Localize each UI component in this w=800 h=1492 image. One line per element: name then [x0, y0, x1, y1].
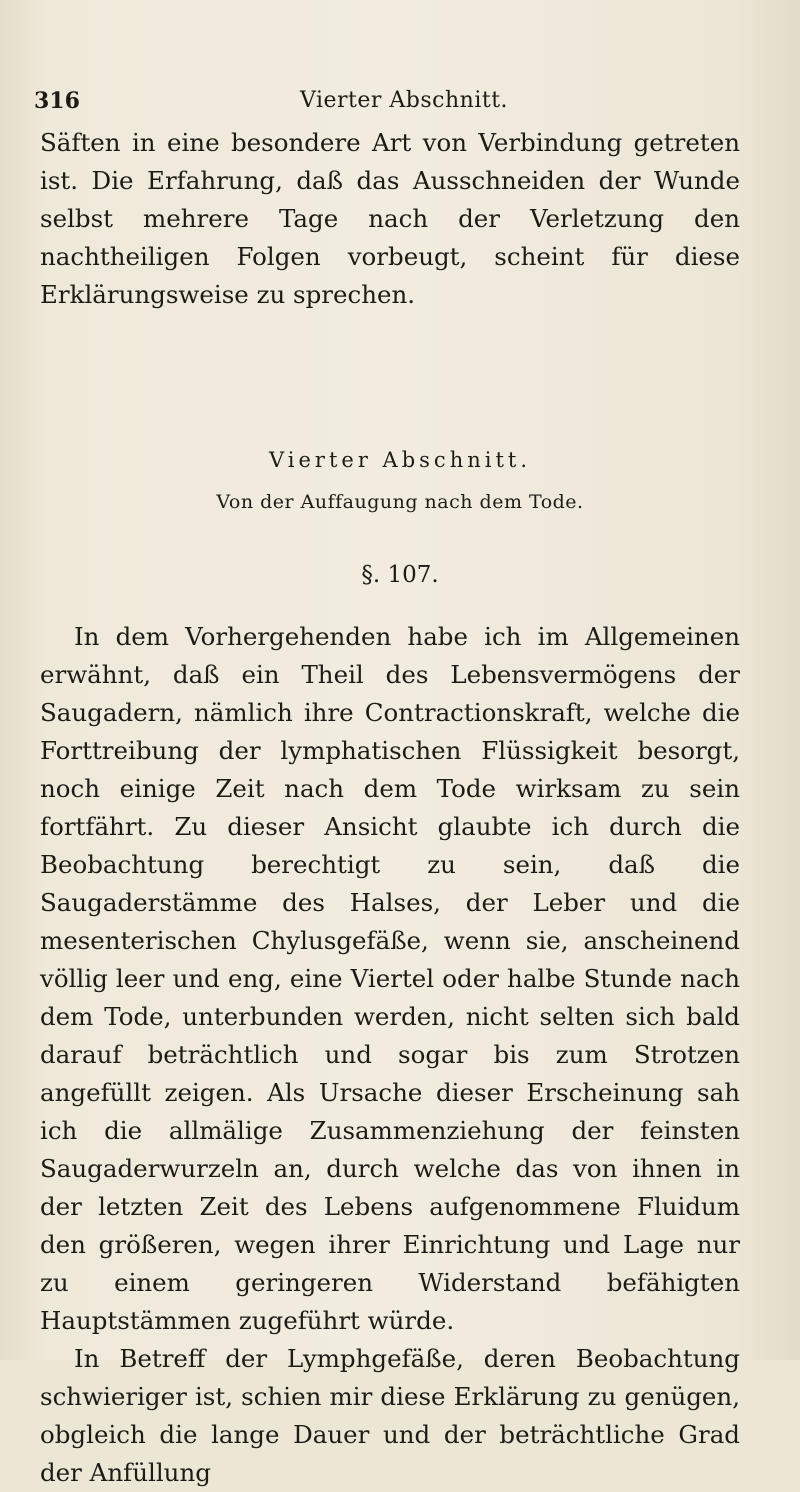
opening-paragraph-block — [40, 124, 740, 314]
page-header — [34, 88, 774, 118]
body-paragraph: In dem Vorhergehenden habe ich im Allgemeinen erwähnt, daß ein Theil des Lebensvermögens der Saugadern, nämlich ihre Contractionskraft, welche die Forttreibung der lymphatischen Flüssigkeit besorgt, noch einige Zeit nach dem Tode wirksam zu sein fortfährt. Zu dieser Ansicht glaubte ich durch die Beobachtung berechtigt zu sein, daß die Saugaderstämme des Halses, der Leber und die mesenterischen Chylusgefäße, wenn sie, anscheinend völlig leer und eng, eine Viertel oder halbe Stunde nach dem Tode, unterbunden werden, nicht selten sich bald darauf beträchtlich und sogar bis zum Strotzen angefüllt zeigen. Als Ursache dieser Erscheinung sah ich die allmälige Zusammenziehung der feinsten Saugaderwurzeln an, durch welche das von ihnen in der letzten Zeit des Lebens aufgenommene Fluidum den größeren, wegen ihrer Einrichtung und Lage nur zu einem geringeren Widerstand befähigten Hauptstämmen zugeführt würde. — [40, 622, 740, 1335]
section-title: Vierter Abschnitt. — [268, 448, 532, 472]
paragraph-number: §. 107. — [361, 562, 439, 588]
section-subtitle: Von der Auffaugung nach dem Tode. — [216, 491, 584, 513]
opening-paragraph: Säften in eine besondere Art von Verbindung getreten ist. Die Erfahrung, daß das Ausschneiden der Wunde selbst mehrere Tage nach der Verletzung den nachtheiligen Folgen vorbeugt, scheint für diese Erklärungsweise zu sprechen. — [40, 128, 740, 309]
main-text — [40, 618, 740, 1492]
running-head: Vierter Abschnitt. — [299, 88, 509, 113]
body-paragraph: In Betreff der Lymphgefäße, deren Beobachtung schwieriger ist, schien mir diese Erklärung zu genügen, obgleich die lange Dauer und der beträchtliche Grad der Anfüllung — [40, 1344, 740, 1487]
page-number: 316 — [34, 88, 80, 114]
